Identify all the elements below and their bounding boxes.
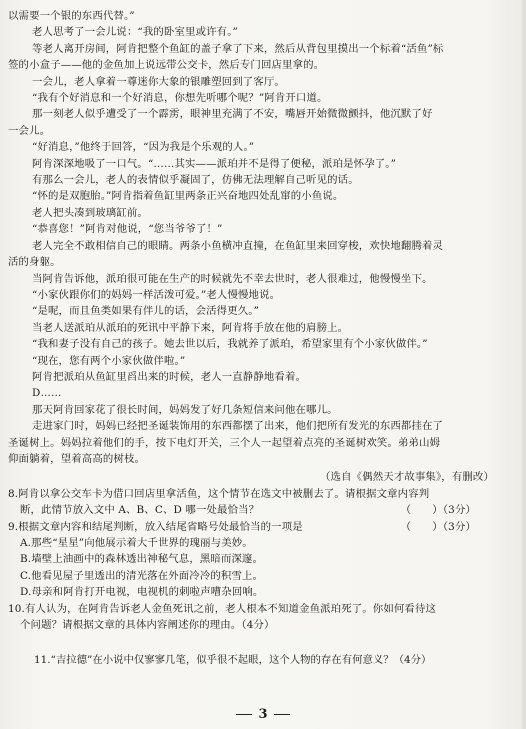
story-line: 当阿肯告诉他，派珀很可能在生产的时候就先不幸去世时，老人很难过，他慢慢坐下。 <box>32 272 433 285</box>
story-line: 以需要一个银的东西代替。” <box>8 10 135 22</box>
question-8-text: 8.阿肯以拿公交车卡为借口回店里拿活鱼，这个情节在选文中被删去了。请根据文章内容判 <box>8 487 430 500</box>
story-line: “我有个好消息和一个好消息，你想先听哪个呢？”阿肯开口道。 <box>32 92 328 105</box>
story-line: “小家伙跟你们的妈妈一样活泼可爱。”老人慢慢地说。 <box>32 288 281 301</box>
story-line: 老人把头凑到玻璃缸前。 <box>32 206 148 219</box>
story-line: 老人完全不敢相信自己的眼睛。两条小鱼横冲直撞，在鱼缸里来回穿梭，欢快地翻腾着灵 <box>32 239 444 252</box>
page-number-dash-left <box>236 714 252 715</box>
story-line: “好消息，”他终于回答，“因为我是个乐观的人。” <box>32 141 255 154</box>
story-line: 一会儿。 <box>8 124 51 137</box>
story-line: 那一刻老人似乎遭受了一个霹雳，眼神里充满了不安，嘴唇开始微微颤抖，他沉默了好 <box>32 108 433 121</box>
story-source: （选自《偶然天才故事集》，有删改） <box>320 471 494 484</box>
question-9-score: （ ）（3分） <box>400 520 476 533</box>
page-number-value: 3 <box>258 707 268 722</box>
story-line: 仰面躺着，望着高高的树枝。 <box>8 452 146 465</box>
question-8-cont <box>8 502 498 518</box>
reading-passage <box>8 8 498 633</box>
story-line: “恭喜您！”阿肯对他说，“您当爷爷了！” <box>32 223 223 236</box>
question-9-option <box>8 568 498 584</box>
story-line: “我和妻子没有自己的孩子。她去世以后，我就养了派珀，希望家里有个小家伙做伴。” <box>32 338 428 351</box>
question-9-option <box>8 535 498 551</box>
question-9-option <box>8 551 498 567</box>
question-9-text: 9.根据文章内容和结尾判断，放入结尾省略号处最恰当的一项是 <box>8 520 303 533</box>
question-9-option-text: C.他看见屋子里透出的清光落在外面冷冷的积雪上。 <box>20 569 264 582</box>
story-line: 活的身躯。 <box>8 256 61 269</box>
question-10-text: 10.有人认为，在阿肯告诉老人金鱼死讯之前，老人根本不知道金鱼派珀死了。你如何看待这 <box>8 602 437 615</box>
question-9 <box>8 519 498 535</box>
question-9-option-text: D.母亲和阿肯打开电视，电视机的刺啦声嘈杂回响。 <box>20 586 264 599</box>
page-number-dash-right <box>274 714 290 715</box>
story-line: “现在，您有两个小家伙做伴啦。” <box>32 354 186 367</box>
story-line: 当老人送派珀从派珀的死讯中平静下来，阿肯将手放在他的肩膀上。 <box>32 321 349 334</box>
story-line: 签的小盒子——他的金鱼加上说远带公交卡，然后专门回店里拿的。 <box>8 59 325 72</box>
story-line: 阿肯把派珀从鱼缸里舀出来的时候，老人一直静静地看着。 <box>32 370 307 383</box>
page-edge-shadow <box>522 0 526 729</box>
story-line: D…… <box>32 387 62 400</box>
story-line: “是呢，而且鱼类如果有伴儿的话，会活得更久。” <box>32 305 260 318</box>
question-9-option-text: A.那些“星星”向他展示着大千世界的瑰丽与美妙。 <box>20 537 253 549</box>
story-line: 等老人离开房间，阿肯把整个鱼缸的盖子拿了下来，然后从背包里摸出一个标着“活鱼”标 <box>32 42 444 55</box>
story-line: 老人思考了一会儿说：“我的卧室里或许有。” <box>32 26 238 39</box>
question-8-cont-text: 断，此情节放入文中 A、B、C、D 哪一处最恰当？ <box>20 504 260 517</box>
question-8-cont-score: （ ）（3分） <box>400 504 476 517</box>
story-line: 那天阿肯回家花了很长时间，妈妈发了好几条短信来问他在哪儿。 <box>32 403 338 416</box>
question-10-cont-text: 个问题？请根据文章的具体内容阐述你的理由。（4分） <box>20 619 275 632</box>
page-number <box>0 707 526 722</box>
question-10-cont <box>8 617 498 633</box>
story-line: 阿肯深深地吸了一口气。“……其实——派珀并不是得了便秘，派珀是怀孕了。” <box>32 157 397 170</box>
story-line: 一会儿，老人拿着一尊迷你大象的银雕塑回到了客厅。 <box>32 75 285 88</box>
question-8 <box>8 486 498 502</box>
story-line: 有那么一会儿，老人的表情似乎凝固了，仿佛无法理解自己听见的话。 <box>32 174 359 187</box>
story-line: 圣诞树上。妈妈拉着他们的手，按下电灯开关，三个人一起望着点亮的圣诞树欢笑。弟弟山姆 <box>8 436 441 449</box>
question-9-option <box>8 584 498 600</box>
story-line: 走进家门时，妈妈已经把圣诞装饰用的东西都摆了出来，他们把所有发光的东西都挂在了 <box>32 420 444 433</box>
question-11: 11.“吉拉德”在小说中仅寥寥几笔，似乎很不起眼，这个人物的存在有何意义？（4分） <box>34 654 432 666</box>
question-10 <box>8 601 498 617</box>
question-9-option-text: B.墙壁上油画中的森林透出神秘气息，黑暗而深邃。 <box>20 553 264 566</box>
story-line: “怀的是双胞胎。”阿肯指着鱼缸里两条正兴奋地四处乱窜的小鱼说。 <box>32 190 344 203</box>
